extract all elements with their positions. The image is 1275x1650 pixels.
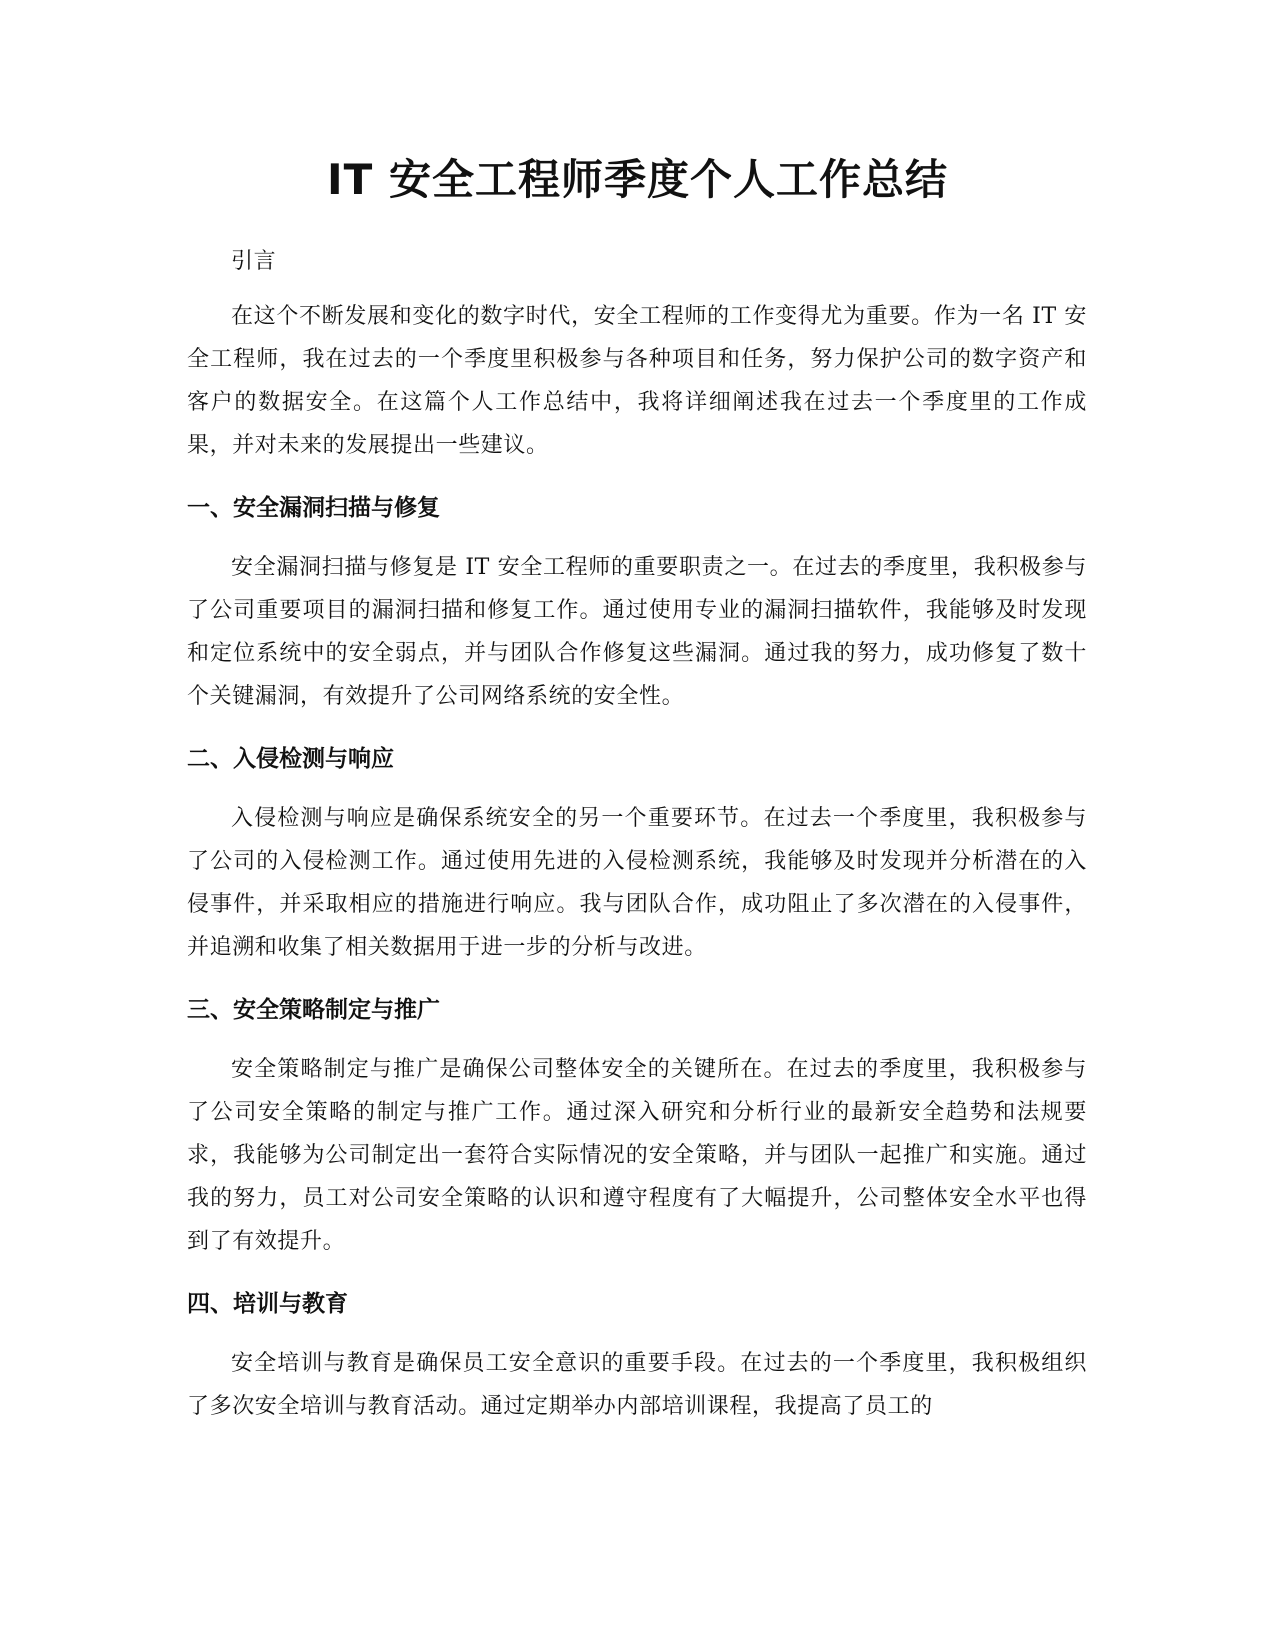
intro-paragraph: 在这个不断发展和变化的数字时代，安全工程师的工作变得尤为重要。作为一名 IT 安全工程师，我在过去的一个季度里积极参与各种项目和任务，努力保护公司的数字资产和客户的数据安全。在这篇个人工作总结中，我将详细阐述我在过去一个季度里的工作成果，并对未来的发展提出一些建议。 <box>187 304 1087 458</box>
section-paragraph: 安全培训与教育是确保员工安全意识的重要手段。在过去的一个季度里，我积极组织了多次安全培训与教育活动。通过定期举办内部培训课程，我提高了员工的 <box>187 1351 1087 1419</box>
section-heading: 三、安全策略制定与推广 <box>187 997 440 1023</box>
section-heading: 二、入侵检测与响应 <box>187 746 394 772</box>
section-intrusion-detection <box>187 738 1087 969</box>
section-vulnerability-scanning <box>187 487 1087 718</box>
section-paragraph: 安全策略制定与推广是确保公司整体安全的关键所在。在过去的季度里，我积极参与了公司安全策略的制定与推广工作。通过深入研究和分析行业的最新安全趋势和法规要求，我能够为公司制定出一套符合实际情况的安全策略，并与团队一起推广和实施。通过我的努力，员工对公司安全策略的认识和遵守程度有了大幅提升，公司整体安全水平也得到了有效提升。 <box>187 1057 1087 1254</box>
section-paragraph: 安全漏洞扫描与修复是 IT 安全工程师的重要职责之一。在过去的季度里，我积极参与了公司重要项目的漏洞扫描和修复工作。通过使用专业的漏洞扫描软件，我能够及时发现和定位系统中的安全弱点，并与团队合作修复这些漏洞。通过我的努力，成功修复了数十个关键漏洞，有效提升了公司网络系统的安全性。 <box>187 555 1087 709</box>
intro-label: 引言 <box>231 249 277 274</box>
section-heading: 一、安全漏洞扫描与修复 <box>187 495 440 521</box>
section-paragraph: 入侵检测与响应是确保系统安全的另一个重要环节。在过去一个季度里，我积极参与了公司的入侵检测工作。通过使用先进的入侵检测系统，我能够及时发现并分析潜在的入侵事件，并采取相应的措施进行响应。我与团队合作，成功阻止了多次潜在的入侵事件，并追溯和收集了相关数据用于进一步的分析与改进。 <box>187 806 1087 960</box>
section-training-education <box>187 1283 1087 1428</box>
document-title: IT 安全工程师季度个人工作总结 <box>327 155 948 204</box>
document-body <box>187 240 1087 1448</box>
section-security-policy <box>187 989 1087 1263</box>
section-heading: 四、培训与教育 <box>187 1291 348 1317</box>
